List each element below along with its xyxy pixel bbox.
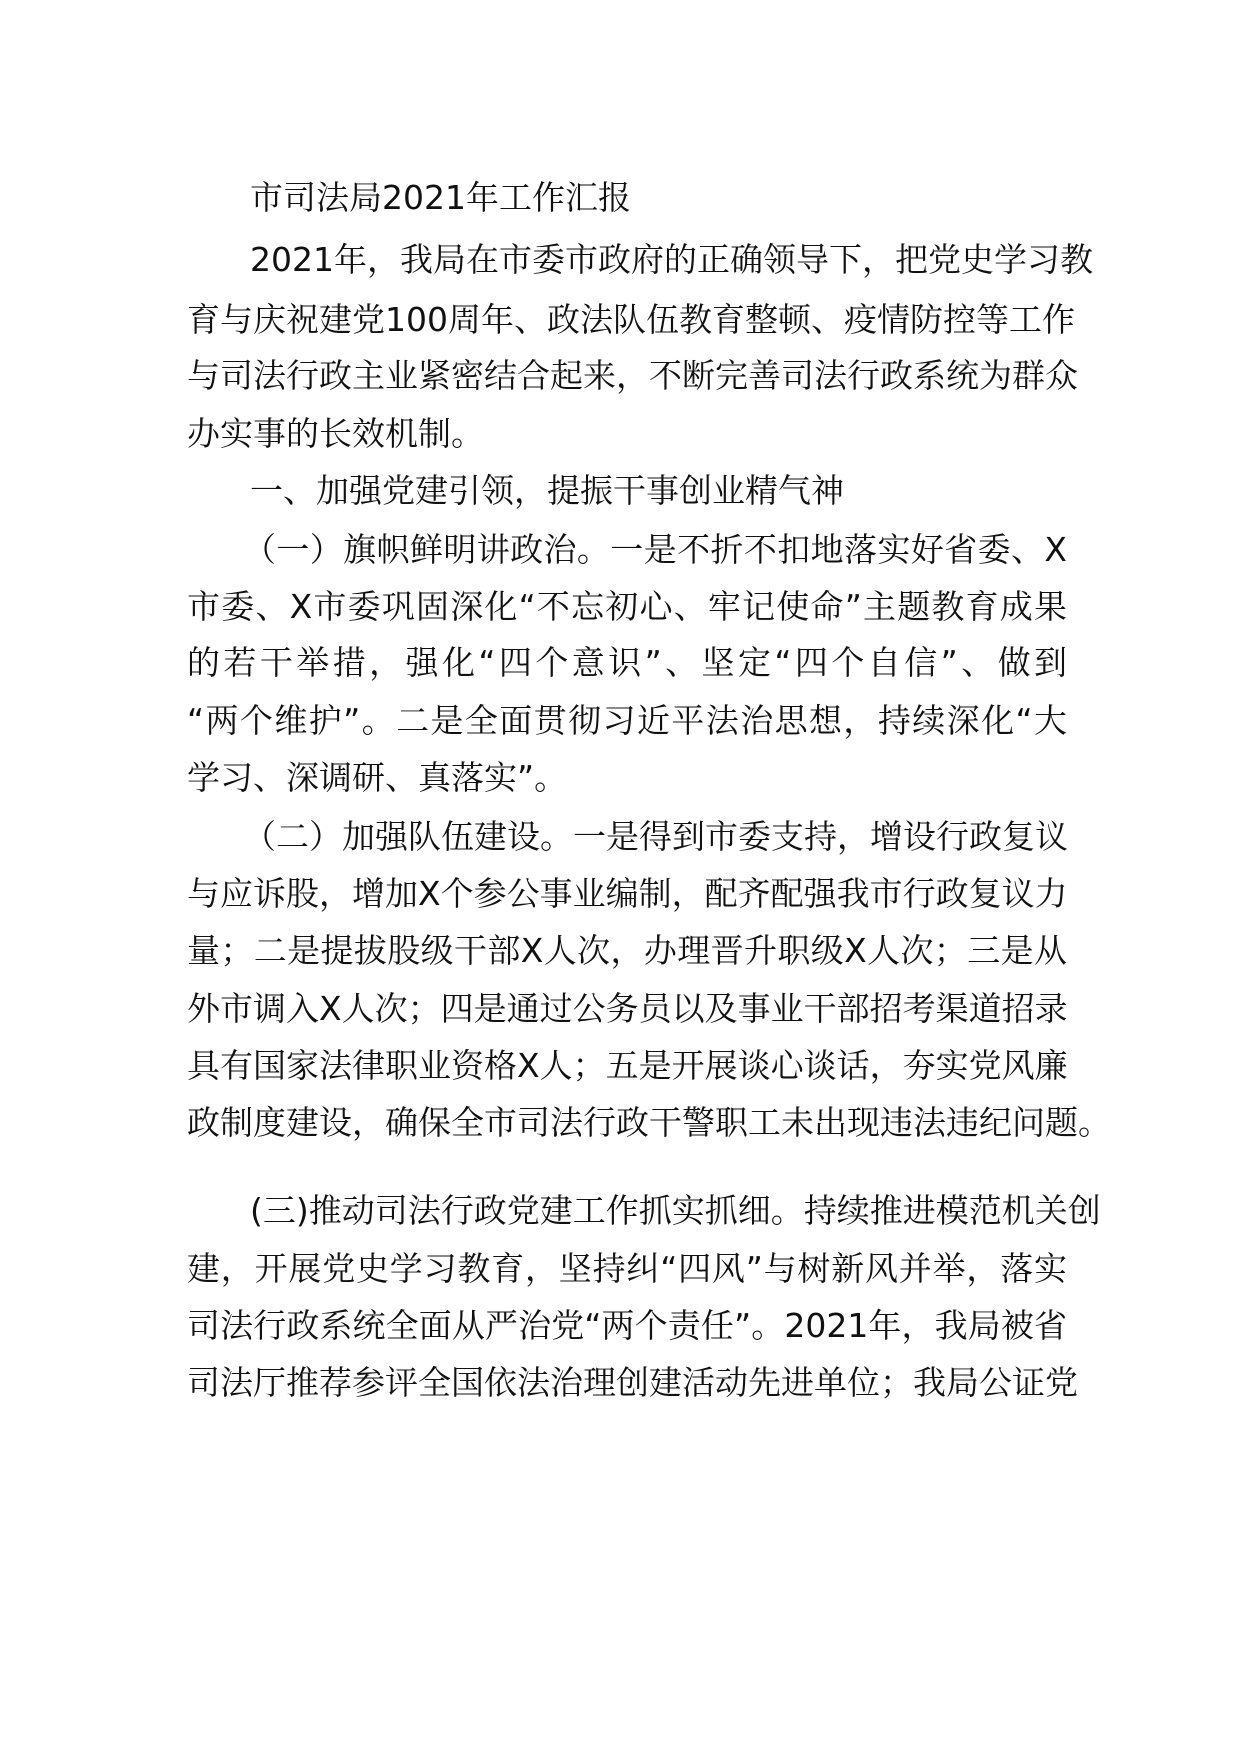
paragraph-line: 量；二是提拔股级干部X人次，办理晋升职级X人次；三是从 [187,931,1067,970]
paragraph-line: （一）旗帜鲜明讲政治。一是不折不扣地落实好省委、X [243,530,1067,569]
paragraph-line: (三)推动司法行政党建工作抓实抓细。持续推进模范机关创 [250,1191,1101,1230]
paragraph-line: （二）加强队伍建设。一是得到市委支持，增设行政复议 [243,817,1068,856]
paragraph-line: 与应诉股，增加X个参公事业编制，配齐配强我市行政复议力 [187,874,1068,913]
paragraph-line: 学习、深调研、真落实”。 [187,758,568,797]
section-heading: 一、加强党建引领，提振干事创业精气神 [250,471,844,510]
paragraph-line: “两个维护”。二是全面贯彻习近平法治思想，持续深化“大 [187,701,1067,740]
paragraph-line: 育与庆祝建党100周年、政法队伍教育整顿、疫情防控等工作 [187,300,1075,339]
paragraph-line: 办实事的长效机制。 [187,414,484,453]
paragraph-line: 市委、X市委巩固深化“不忘初心、牢记使命”主题教育成果 [187,587,1067,626]
paragraph-line: 与司法行政主业紧密结合起来，不断完善司法行政系统为群众 [187,356,1078,395]
paragraph-line: 司法行政系统全面从严治党“两个责任”。2021年，我局被省 [187,1306,1067,1345]
paragraph-line: 政制度建设，确保全市司法行政干警职工未出现违法违纪问题。 [187,1103,1111,1142]
paragraph-line: 2021年，我局在市委市政府的正确领导下，把党史学习教 [250,240,1093,279]
paragraph-line: 的若干举措，强化“四个意识”、坚定“四个自信”、做到 [187,643,1067,682]
paragraph-line: 外市调入X人次；四是通过公务员以及事业干部招考渠道招录 [187,989,1068,1028]
paragraph-line: 具有国家法律职业资格X人；五是开展谈心谈话，夯实党风廉 [187,1046,1068,1085]
paragraph-line: 建，开展党史学习教育，坚持纠“四风”与树新风并举，落实 [187,1249,1067,1288]
document-title: 市司法局2021年工作汇报 [250,178,631,217]
paragraph-line: 司法厅推荐参评全国依法治理创建活动先进单位；我局公证党 [187,1363,1078,1402]
